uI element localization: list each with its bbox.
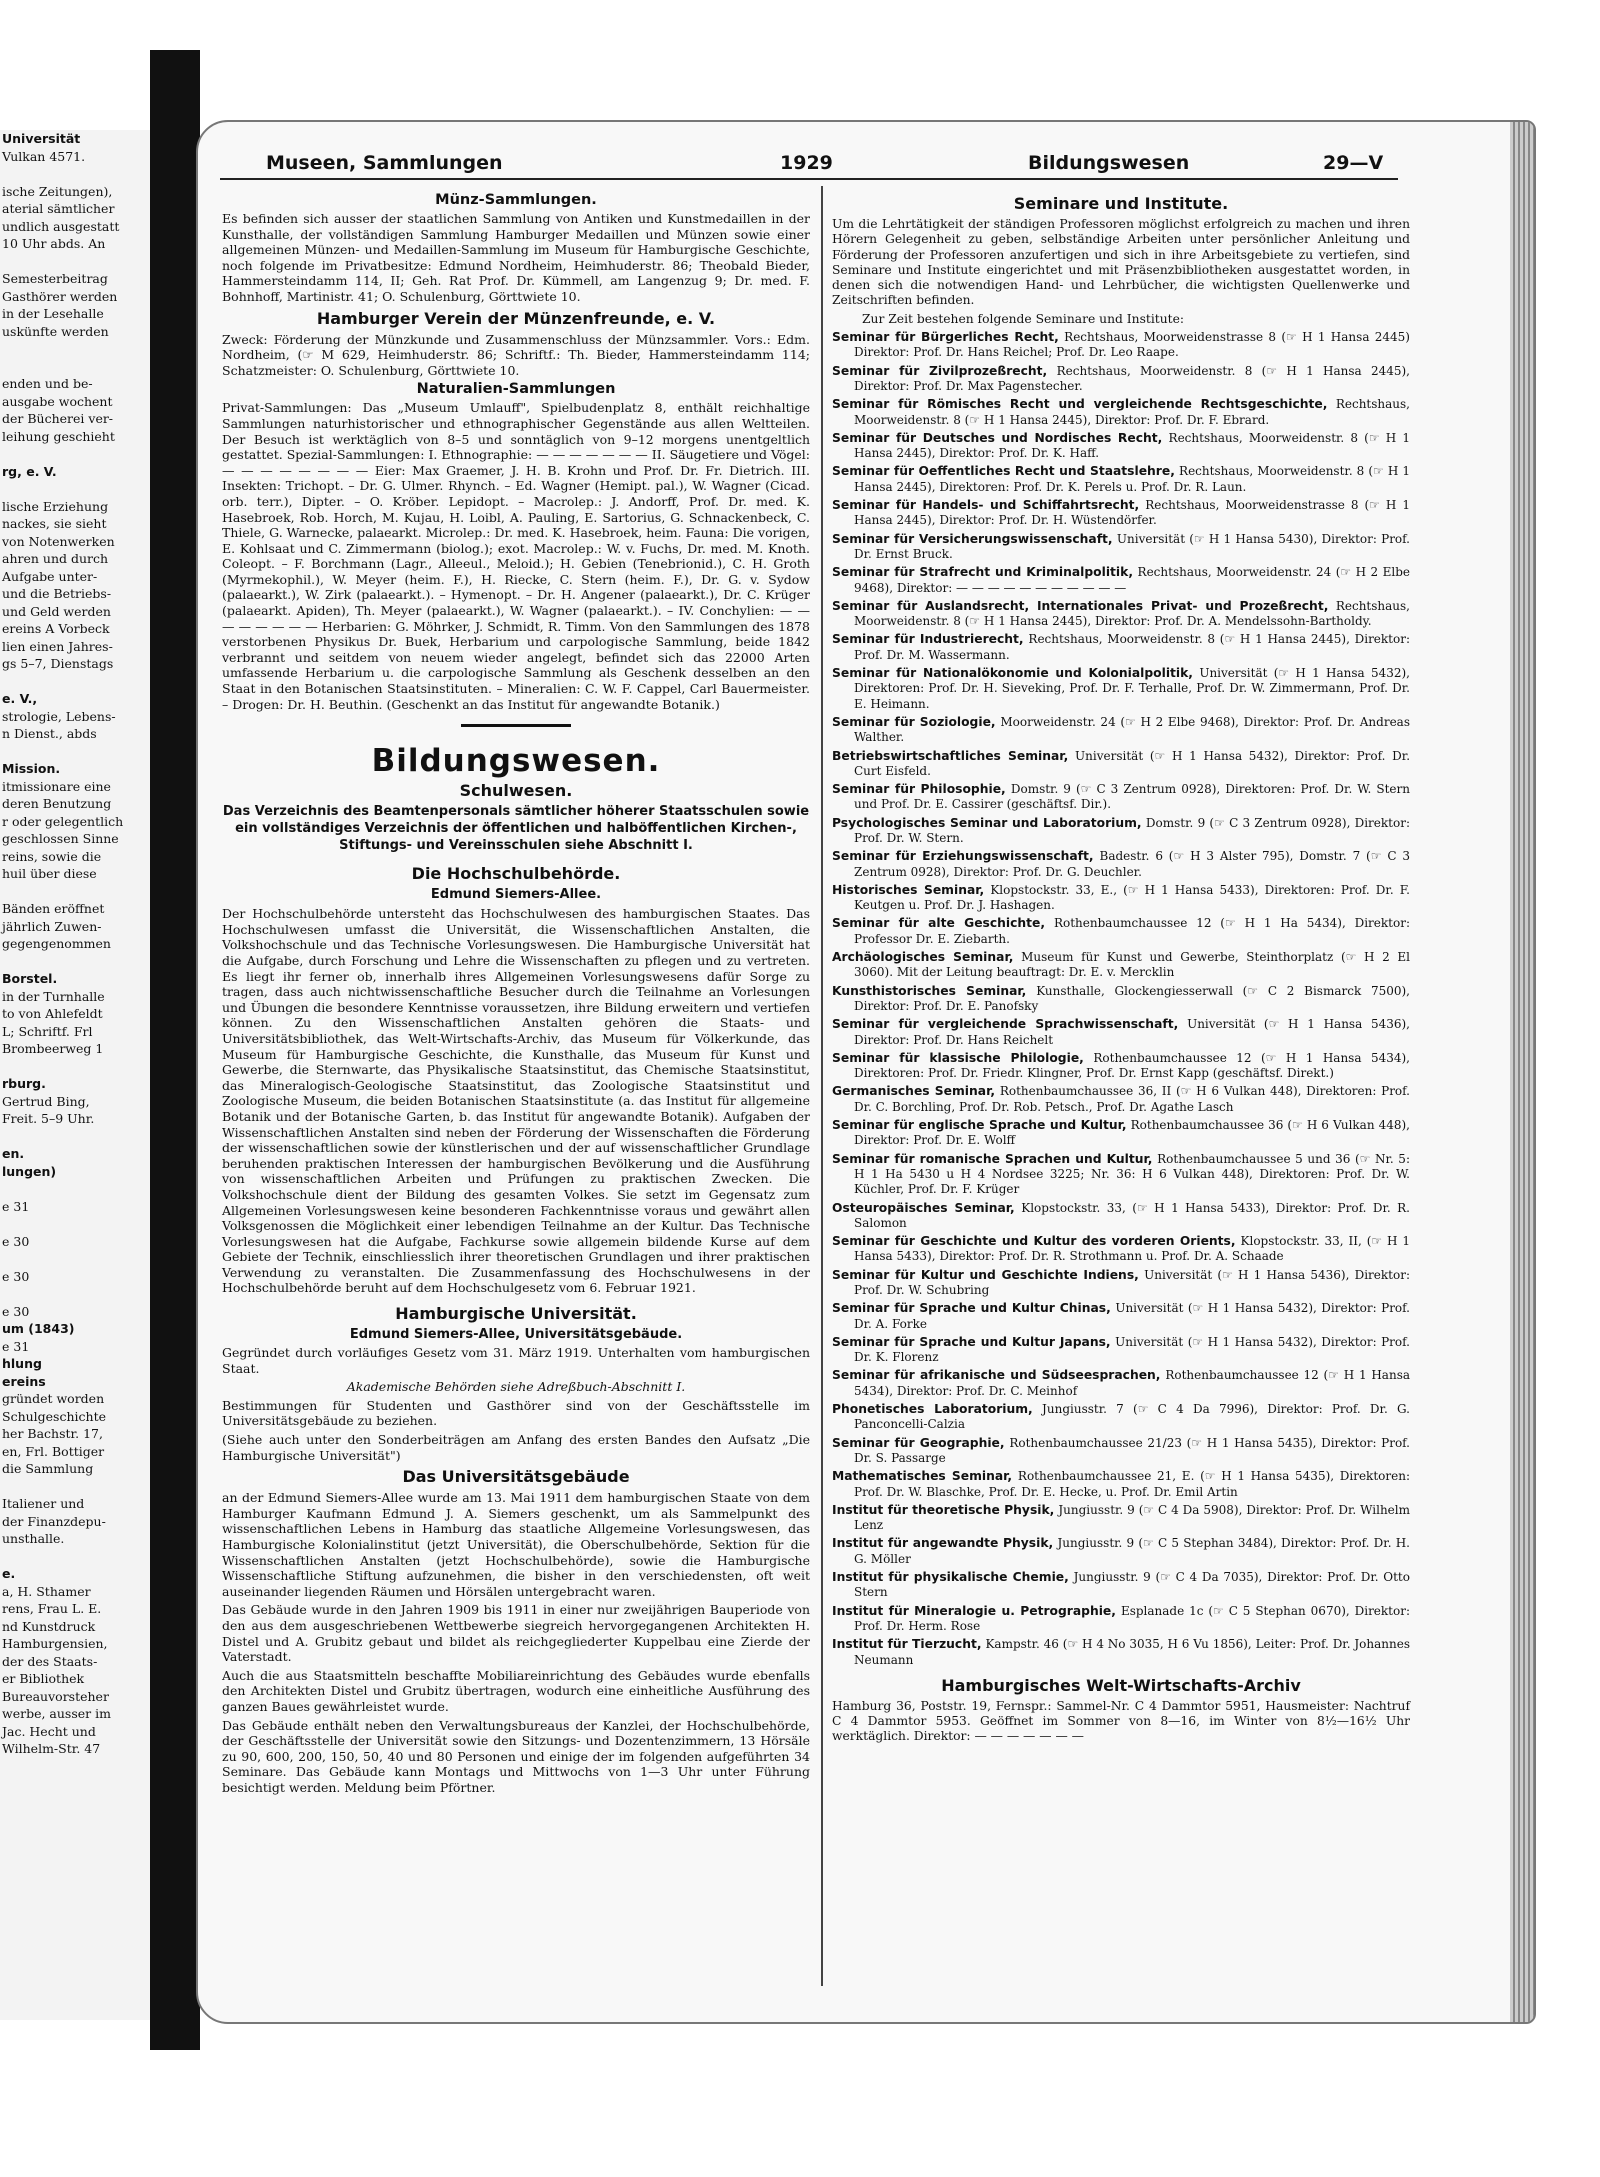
prev-page-line: lungen) [2, 1163, 57, 1179]
seminar-name: Seminar für Geschichte und Kultur des vorderen Orients, [832, 1234, 1236, 1249]
seminar-entry [832, 464, 1410, 495]
seminar-details: Universität (☞ H 1 Hansa 5432), Direktor: Prof. Dr. A. Forke [854, 1301, 1410, 1331]
seminar-details: Rothenbaumchaussee 21, E. (☞ H 1 Hansa 5435), Direktoren: Prof. Dr. W. Blaschke, Prof. Dr. E. Hecke, u. Prof. Dr. Emil Artin [854, 1469, 1410, 1499]
prev-page-line: hlung [2, 1356, 42, 1371]
prev-page-line: lien einen Jahres- [2, 638, 113, 654]
seminar-details: Universität (☞ H 1 Hansa 5432), Direktor: Prof. Dr. Curt Eisfeld. [854, 748, 1411, 778]
seminar-details: Rechtshaus, Moorweidenstr. 8 (☞ H 1 Hansa 2445), Direktoren: Prof. Dr. K. Perels u. Prof. Dr. R. Laun. [854, 464, 1410, 494]
prev-page-line: 10 Uhr abds. An [2, 236, 106, 251]
prev-page-line: enden und be- [2, 376, 93, 391]
seminar-name: Seminar für Geographie, [832, 1435, 1005, 1450]
seminar-entry [832, 565, 1410, 596]
seminar-name: Historisches Seminar, [832, 882, 985, 897]
prev-page-line: rens, Frau L. E. [2, 1601, 102, 1616]
seminar-entry [832, 1570, 1410, 1601]
seminar-name: Institut für Tierzucht, [832, 1637, 982, 1652]
prev-page-line: e. [2, 1566, 16, 1581]
address-hochschulbehoerde: Edmund Siemers-Allee. [430, 887, 602, 903]
prev-page-line: werbe, ausser im [2, 1706, 111, 1721]
prev-page-line: um (1843) [2, 1321, 75, 1336]
seminar-entry [832, 1201, 1410, 1232]
prev-page-line: her Bachstr. 17, [2, 1426, 103, 1441]
paragraph-seminare-intro: Um die Lehrtätigkeit der ständigen Professoren möglichst erfolgreich zu machen und ihren Hörern Gelegenheit zu geben, selbständige Arbeiten unter persönlicher Anleitung und Förderung der Professoren anzufertigen und sich in ihre Arbeitsgebiete zu vertiefen, sind Seminare und Institute eingerichtet und mit Präsenzbibliotheken ausgestattet worden, in denen sich die notwendigen Hand- und Lehrbücher, die wichtigsten Quellenwerke und Zeitschriften befinden. [832, 217, 1410, 308]
paragraph-sonderbeitraege: (Siehe auch unter den Sonderbeiträgen am Anfang des ersten Bandes den Aufsatz „Die Hamburgische Universität") [222, 1432, 810, 1463]
seminar-details: Badestr. 6 (☞ H 3 Alster 795), Domstr. 7 (☞ C 3 Zentrum 0928), Direktor: Prof. Dr. G. Deuchler. [854, 849, 1410, 879]
seminar-entry [832, 715, 1410, 746]
section-title-universitaetsgebaeude: Das Universitätsgebäude [402, 1467, 630, 1487]
seminar-entry [832, 1536, 1410, 1567]
prev-page-line: e 31 [2, 1198, 30, 1214]
prev-page-line: er Bibliothek [2, 1671, 85, 1686]
seminar-entry [832, 364, 1410, 395]
seminar-details: Rothenbaumchaussee 12 (☞ H 1 Ha 5434), Direktor: Professor Dr. E. Ziebarth. [854, 916, 1410, 946]
paragraph-seminare-list-intro: Zur Zeit bestehen folgende Seminare und Institute: [862, 311, 1184, 326]
seminar-entry [832, 849, 1410, 880]
prev-page-line: jährlich Zuwen- [2, 918, 102, 934]
seminar-details: Rothenbaumchaussee 36, II (☞ H 6 Vulkan 448), Direktoren: Prof. Dr. C. Borchling, Prof. Dr. Rob. Petsch., Prof. Dr. Agathe Lasch [854, 1084, 1410, 1114]
seminar-details: Rechtshaus, Moorweidenstr. 8 (☞ H 1 Hansa 2445), Direktor: Prof. Dr. K. Haff. [854, 430, 1410, 461]
prev-page-line: gründet worden [2, 1391, 105, 1406]
prev-page-line [0, 953, 150, 971]
section-divider [461, 724, 571, 727]
note-akademische-behoerden: Akademische Behörden siehe Adreßbuch-Abschnitt I. [346, 1379, 686, 1395]
seminar-entry [832, 498, 1410, 529]
seminar-entry [832, 1051, 1410, 1082]
prev-page-line: die Sammlung [2, 1461, 94, 1476]
prev-page-line: ische Zeitungen), [2, 183, 113, 199]
seminar-entry [832, 1118, 1410, 1149]
header-right: Bildungswesen [1028, 152, 1190, 174]
prev-page-line: Hamburgensien, [2, 1636, 108, 1651]
prev-page-line: Bänden eröffnet [2, 901, 105, 916]
seminar-name: Seminar für Kultur und Geschichte Indiens, [832, 1267, 1139, 1282]
seminar-entry [832, 1017, 1410, 1048]
prev-page-line: und die Betriebs- [2, 586, 112, 601]
prev-page-line: en, Frl. Bottiger [2, 1443, 105, 1459]
prev-page-line: rg, e. V. [2, 463, 57, 479]
seminar-name: Seminar für Zivilprozeßrecht, [832, 363, 1048, 378]
prev-page-line: Jac. Hecht und [2, 1723, 96, 1739]
prev-page-line: ereins A Vorbeck [2, 621, 110, 636]
section-title-seminare: Seminare und Institute. [1013, 194, 1229, 213]
seminar-details: Universität (☞ H 1 Hansa 5436), Direktor: Prof. Dr. W. Schubring [854, 1267, 1410, 1297]
running-header [168, 152, 1408, 178]
prev-page-line: leihung geschieht [2, 428, 115, 444]
prev-page-line: in der Turnhalle [2, 988, 105, 1004]
prev-page-line [0, 1180, 150, 1198]
prev-page-line: n Dienst., abds [2, 726, 97, 741]
prev-page-line: Bureauvorsteher [2, 1688, 109, 1704]
seminar-details: Klopstockstr. 33, II, (☞ H 1 Hansa 5433), Direktor: Prof. Dr. R. Strothmann u. Prof. Dr. A. Schaade [854, 1234, 1411, 1264]
seminar-details: Jungiusstr. 9 (☞ C 4 Da 7035), Direktor: Prof. Dr. Otto Stern [854, 1570, 1410, 1600]
book-gutter [150, 50, 200, 2050]
seminar-entry [832, 883, 1410, 914]
seminar-name: Seminar für Nationalökonomie und Kolonialpolitik, [832, 666, 1193, 681]
seminar-entry [832, 816, 1410, 847]
section-title-muenz: Münz-Sammlungen. [435, 192, 597, 208]
paragraph-gebaeude-1: an der Edmund Siemers-Allee wurde am 13. Mai 1911 dem hamburgischen Staate von dem Hamburger Kaufmann Edmund J. A. Siemers geschenkt, um als Sammelpunkt des wissenschaftlichen Lebens in Hamburg das staatliche Allgemeine Vorlesungswesen, das Hamburgische Kolonialinstitut (jetzt Universität), die Oberschulbehörde, Sektion für die Wissenschaftlichen Anstalten (jetzt Hochschulbehörde), sowie die Hamburgische Wissenschaftliche Stiftung aufzunehmen, die bisher in den verschiedensten, oft weit auseinander liegenden Räumen und Hörsälen untergebracht waren. [222, 1490, 810, 1599]
seminar-details: Rothenbaumchaussee 21/23 (☞ H 1 Hansa 5435), Direktor: Prof. Dr. S. Passarge [854, 1435, 1411, 1465]
header-page-number: 29—V [1323, 152, 1384, 174]
paragraph-universitaet-founding: Gegründet durch vorläufiges Gesetz vom 31. März 1919. Unterhalten vom hamburgischen Staat. [222, 1345, 810, 1376]
prev-page-line: e 31 [2, 1338, 30, 1354]
prev-page-line [0, 883, 150, 901]
prev-page-line: Schulgeschichte [2, 1408, 106, 1424]
seminar-details: Rothenbaumchaussee 12 (☞ H 1 Hansa 5434), Direktor: Prof. Dr. C. Meinhof [854, 1368, 1411, 1398]
prev-page-line: itmissionare eine [2, 778, 111, 794]
prev-page-line: en. [2, 1146, 25, 1161]
prev-page-line [0, 1548, 150, 1566]
prev-page-line [0, 358, 150, 376]
prev-page-line: und Geld werden [2, 603, 111, 619]
seminar-name: Seminar für Strafrecht und Kriminalpolitik, [832, 565, 1133, 580]
seminar-name: Seminar für vergleichende Sprachwissenschaft, [832, 1017, 1179, 1032]
seminar-details: Klopstockstr. 33, (☞ H 1 Hansa 5433), Direktor: Prof. Dr. R. Salomon [854, 1200, 1410, 1230]
prev-page-line [0, 1250, 150, 1268]
seminar-entry [832, 984, 1410, 1015]
seminar-details: Museum für Kunst und Gewerbe, Steinthorplatz (☞ H 2 El 3060). Mit der Leitung beauftragt: Dr. E. v. Mercklin [854, 950, 1410, 980]
seminar-name: Archäologisches Seminar, [832, 950, 1014, 965]
prev-page-line [0, 445, 150, 463]
seminar-name: Seminar für Erziehungswissenschaft, [832, 849, 1094, 864]
seminar-name: Seminar für englische Sprache und Kultur, [832, 1118, 1127, 1133]
section-title-verein: Hamburger Verein der Münzenfreunde, e. V. [316, 308, 716, 328]
seminar-entry [832, 1152, 1410, 1198]
seminar-details: Jungiusstr. 9 (☞ C 5 Stephan 3484), Direktor: Prof. Dr. H. G. Möller [854, 1536, 1410, 1566]
prev-page-line [0, 673, 150, 691]
prev-page-line: Gertrud Bing, [2, 1093, 90, 1109]
seminar-name: Germanisches Seminar, [832, 1084, 995, 1099]
seminar-name: Seminar für Versicherungswissenschaft, [832, 531, 1113, 546]
left-column [222, 190, 810, 1799]
prev-page-line: Borstel. [2, 971, 58, 986]
seminar-details: Jungiusstr. 7 (☞ C 4 Da 7996), Direktor: Prof. Dr. G. Panconcelli-Calzia [854, 1402, 1410, 1432]
seminar-name: Seminar für Römisches Recht und vergleichende Rechtsgeschichte, [832, 397, 1328, 412]
prev-page-line: gs 5–7, Dienstags [2, 656, 114, 671]
seminar-name: Seminar für Oeffentliches Recht und Staatslehre, [832, 464, 1175, 479]
seminar-name: Seminar für alte Geschichte, [832, 916, 1046, 931]
seminar-entry [832, 1301, 1410, 1332]
seminar-details: Rechtshaus, Moorweidenstr. 8 (☞ H 1 Hansa 2445), Direktor: Prof. Dr. M. Wassermann. [854, 632, 1410, 662]
seminar-details: Kunsthalle, Glockengiesserwall (☞ C 2 Bismarck 7500), Direktor: Prof. Dr. E. Panofsky [854, 983, 1410, 1013]
prev-page-line: unsthalle. [2, 1531, 65, 1546]
seminar-entry [832, 599, 1410, 630]
prev-page-line [0, 480, 150, 498]
seminar-entry [832, 1503, 1410, 1534]
section-title-hwwa: Hamburgisches Welt-Wirtschafts-Archiv [941, 1675, 1301, 1695]
prev-page-line [0, 1058, 150, 1076]
section-title-naturalien: Naturalien-Sammlungen [416, 381, 616, 398]
prev-page-line: lische Erziehung [2, 498, 109, 514]
seminar-entry [832, 431, 1410, 462]
prev-page-line [0, 165, 150, 183]
section-title-hochschulbehoerde: Die Hochschulbehörde. [411, 864, 621, 884]
seminar-entry [832, 532, 1410, 563]
seminar-name: Kunsthistorisches Seminar, [832, 983, 1027, 998]
prev-page-line: ausgabe wochent [2, 393, 113, 409]
seminar-name: Seminar für Auslandsrecht, Internationales Privat- und Prozeßrecht, [832, 598, 1329, 613]
prev-page-line: Mission. [2, 761, 61, 776]
seminar-details: Universität (☞ H 1 Hansa 5436), Direktor: Prof. Dr. Hans Reichelt [854, 1017, 1410, 1047]
prev-page-line: uskünfte werden [2, 323, 109, 339]
paragraph-naturalien: Privat-Sammlungen: Das „Museum Umlauff", Spielbudenplatz 8, enthält reichhaltige Sammlungen naturhistorischer und ethnographischer Gegenstände aus allen Weltteilen. Der Besuch ist werktäglich von 8–5 und sonntäglich von 9–12 morgens unentgeltlich gestattet. Spezial-Sammlungen: I. Ethnographie: — — — — — — — II. Säugetiere und Vögel: — — — — — — — — Eier: Max Graemer, J. H. B. Krohn und Prof. Dr. Fr. Dietrich. III. Insekten: Trichopt. – Dr. G. Ulmer. Rhynch. – Ed. Wagner (Hemipt. pal.), W. Wagner (Cicad. orb. terr.), Dipter. – O. Kröber. Lepidopt. – Macrolep.: J. Andorff, Prof. Dr. med. K. Hasebroek, Rob. Horch, M. Kujau, H. Loibl, A. Pauling, E. Sartorius, G. Schnackenbeck, C. Thiele, G. Warnecke, palaearkt. Microlep.: Dr. med. K. Hasebroek, heim. Fauna: Die vorigen, E. Kohlsaat und C. Zimmermann (biolog.); exot. Macrolep.: W. v. Fuchs, Dr. med. M. Knoth. Coleopt. – F. Borchmann (Lagr., Alleeul., Meloid.); H. Gebien (Tenebrionid.), C. H. Groth (Myrmekophil.), W. Meyer (heim. F.), H. Riecke, C. Stern (heim. F.), Dr. G. v. Sydow (palaearkt.), W. Zirk (palaearkt.). – Hymenopt. – Dr. H. Angener (palaearkt.), Dr. C. Krüger (palaearkt. Apiden), Th. Meyer (palaearkt.), W. Wagner (palaearkt.). – IV. Conchylien: — — — — — — — — Herbarien: G. Möhrker, J. Schmidt, R. Timm. Von den Sammlungen des 1878 verstorbenen Physikus Dr. Buek, Herbarium und carpologische Sammlung, beide 1842 verbrannt und seitdem von neuem wieder angelegt, befindet sich das 22000 Arten umfassende Herbarium u. die carpologische Sammlung als Geschenk desselben an den Staat in den Botanischen Staatsinstituten. – Mineralien: C. W. F. Cappel, Carl Bauermeister. – Drogen: Dr. H. Beuthin. (Geschenkt an das Institut für angewandte Botanik.) [222, 400, 810, 712]
paragraph-hwwa: Hamburg 36, Poststr. 19, Fernspr.: Sammel-Nr. C 4 Dammtor 5951, Hausmeister: Nachtruf C 4 Dammtor 5953. Geöffnet im Sommer von 8—16, im Winter von 8½—16½ Uhr werktäglich. Direktor: — — — — — — — [832, 1698, 1410, 1744]
seminar-name: Seminar für afrikanische und Südseesprachen, [832, 1368, 1161, 1383]
seminar-name: Institut für physikalische Chemie, [832, 1570, 1069, 1585]
prev-page-line: Italiener und [2, 1496, 85, 1511]
seminar-name: Seminar für Industrierecht, [832, 632, 1024, 647]
paragraph-gebaeude-2: Das Gebäude wurde in den Jahren 1909 bis 1911 in einer nur zweijährigen Bauperiode von den aus dem ausgeschriebenen Wettbewerbe siegreich hervorgegangenen Architekten H. Distel und A. Grubitz gebaut und bildet als reichgegliederter Kuppelbau eine Zierde der Vaterstadt. [222, 1602, 810, 1665]
paragraph-schulwesen: Das Verzeichnis des Beamtenpersonals sämtlicher höherer Staatsschulen sowie ein vollständiges Verzeichnis der öffentlichen und halböffentlichen Kirchen-, Stiftungs- und Vereinsschulen siehe Abschnitt I. [222, 804, 810, 854]
seminar-details: Rothenbaumchaussee 5 und 36 (☞ Nr. 5: H 1 Ha 5430 u H 4 Nordsee 3225; Nr. 36: H 6 Vulkan 448), Direktoren: Prof. Dr. W. Küchler, Prof. Dr. F. Krüger [854, 1151, 1410, 1197]
seminar-name: Osteuropäisches Seminar, [832, 1200, 1015, 1215]
column-rule [821, 186, 823, 1986]
seminar-entry [832, 397, 1410, 428]
prev-page-line: reins, sowie die [2, 848, 102, 864]
seminar-details: Rechtshaus, Moorweidenstrasse 8 (☞ H 1 Hansa 2445), Direktor: Prof. Dr. H. Wüstendörfer. [854, 498, 1410, 528]
prev-page-line: Vulkan 4571. [2, 148, 86, 164]
seminar-entry [832, 1268, 1410, 1299]
prev-page-line: Freit. 5–9 Uhr. [2, 1111, 95, 1126]
seminar-name: Seminar für Soziologie, [832, 714, 996, 729]
prev-page-line: in der Lesehalle [2, 306, 104, 321]
seminar-entry [832, 1469, 1410, 1500]
seminar-details: Rechtshaus, Moorweidenstr. 8 (☞ H 1 Hansa 2445), Direktor: Prof. Dr. Max Pagenstecher. [854, 363, 1410, 393]
prev-page-line: r oder gelegentlich [2, 813, 124, 829]
paragraph-verein: Zweck: Förderung der Münzkunde und Zusammenschluss der Münzsammler. Vors.: Edm. Nordheim, (☞ M 629, Heimhuderstr. 86; Schriftf.: Th. Bieder, Hammersteindamm 114; Schatzmeister: O. Schulenburg, Görttwiete 10. [222, 331, 810, 378]
seminar-details: Kampstr. 46 (☞ H 4 No 3035, H 6 Vu 1856), Leiter: Prof. Dr. Johannes Neumann [854, 1637, 1411, 1667]
prev-page-line: der des Staats- [2, 1653, 98, 1669]
seminar-details: Domstr. 9 (☞ C 3 Zentrum 0928), Direktoren: Prof. Dr. W. Stern und Prof. Dr. E. Cassirer (geschäftsf. Dir.). [854, 782, 1410, 812]
page-stack-edge [1510, 122, 1534, 2022]
right-column [832, 190, 1410, 1748]
prev-page-line: L; Schriftf. Frl [2, 1023, 93, 1039]
seminar-entry [832, 1084, 1410, 1115]
seminar-entry [832, 1637, 1410, 1668]
seminar-entry [832, 1368, 1410, 1399]
header-rule [220, 178, 1398, 180]
prev-page-line: ereins [2, 1373, 46, 1389]
prev-page-line: der Bücherei ver- [2, 411, 114, 426]
prev-page-line: nackes, sie sieht [2, 516, 107, 531]
seminar-name: Psychologisches Seminar und Laboratorium, [832, 815, 1142, 830]
seminar-name: Seminar für Philosophie, [832, 782, 1006, 797]
seminar-details: Klopstockstr. 33, E., (☞ H 1 Hansa 5433), Direktoren: Prof. Dr. F. Keutgen u. Prof. Dr. J. Hashagen. [854, 882, 1410, 913]
prev-page-line: Wilhelm-Str. 47 [2, 1741, 101, 1756]
paragraph-gebaeude-4: Das Gebäude enthält neben den Verwaltungsbureaus der Kanzlei, der Hochschulbehörde, der Geschäftsstelle der Universität sowie den Sitzungs- und Dozentenzimmern, 13 Hörsäle zu 90, 600, 200, 150, 50, 40 und 80 Personen und einige der im folgenden aufgeführten 34 Seminare. Das Gebäude kann Montags und Mittwochs von 1—3 Uhr unter Führung besichtigt werden. Meldung beim Pförtner. [222, 1717, 810, 1795]
paragraph-gebaeude-3: Auch die aus Staatsmitteln beschaffte Mobiliareinrichtung des Gebäudes wurde ebenfalls den Architekten Distel und Grubitz übertragen, wodurch eine einheitliche Ausführung des ganzen Baues gewährleistet wurde. [222, 1667, 810, 1714]
paragraph-muenz: Es befinden sich ausser der staatlichen Sammlung von Antiken und Kunstmedaillen in der Kunsthalle, der vollständigen Sammlung Hamburger Medaillen und Münzen sowie einer allgemeinen Münzen- und Medaillen-Sammlung im Museum für Hamburgische Geschichte, noch folgende im Privatbesitze: Edmund Nordheim, Heimhuderstr. 86; Theobald Bieder, Hammersteindamm 114, II; Geh. Rat Prof. Dr. Kümmell, am Langenzug 9; Dr. med. F. Bohnhoff, Martinistr. 41; O. Schulenburg, Görttwiete 10. [222, 211, 810, 304]
prev-page-line: Aufgabe unter- [2, 568, 98, 584]
prev-page-line: aterial sämtlicher [2, 201, 115, 216]
seminar-name: Institut für angewandte Physik, [832, 1536, 1054, 1551]
prev-page-line: a, H. Sthamer [2, 1583, 91, 1599]
seminar-name: Seminar für Bürgerliches Recht, [832, 330, 1059, 345]
prev-page-line: nd Kunstdruck [2, 1618, 96, 1634]
seminar-details: Rechtshaus, Moorweidenstr. 24 (☞ H 2 Elbe 9468), Direktor: — — — — — — — — — — — [854, 565, 1410, 595]
seminar-name: Mathematisches Seminar, [832, 1469, 1013, 1484]
seminar-name: Seminar für Sprache und Kultur Japans, [832, 1334, 1111, 1349]
section-title-schulwesen: Schulwesen. [459, 781, 573, 801]
seminar-name: Seminar für Handels- und Schiffahrtsrecht, [832, 498, 1140, 513]
prev-page-line: e 30 [2, 1303, 30, 1319]
prev-page-line: ahren und durch [2, 551, 109, 566]
seminar-name: Seminar für Sprache und Kultur Chinas, [832, 1301, 1111, 1316]
prev-page-line: gegengenommen [2, 936, 111, 951]
paragraph-bestimmungen: Bestimmungen für Studenten und Gasthörer sind von der Geschäftsstelle im Universitätsgebäude zu beziehen. [222, 1397, 810, 1429]
seminar-details: Universität (☞ H 1 Hansa 5430), Direktor: Prof. Dr. Ernst Bruck. [854, 531, 1410, 561]
prev-page-line: e. V., [2, 691, 38, 706]
seminar-name: Seminar für romanische Sprachen und Kultur, [832, 1151, 1153, 1166]
seminar-details: Moorweidenstr. 24 (☞ H 2 Elbe 9468), Direktor: Prof. Dr. Andreas Walther. [854, 714, 1410, 745]
seminar-entry [832, 1436, 1410, 1467]
prev-page-line [0, 253, 150, 271]
header-left: Museen, Sammlungen [266, 152, 503, 174]
header-year: 1929 [780, 152, 833, 174]
prev-page-line: to von Ahlefeldt [2, 1006, 103, 1021]
seminar-details: Rothenbaumchaussee 36 (☞ H 6 Vulkan 448), Direktor: Prof. Dr. E. Wolff [854, 1118, 1410, 1148]
seminar-entry [832, 782, 1410, 813]
prev-page-line: huil über diese [2, 866, 97, 881]
seminar-details: Rechtshaus, Moorweidenstrasse 8 (☞ H 1 Hansa 2445) Direktor: Prof. Dr. Hans Reichel; Prof. Dr. Leo Raape. [854, 330, 1410, 360]
seminar-entry [832, 950, 1410, 981]
seminar-entry [832, 1604, 1410, 1635]
prev-page-line: geschlossen Sinne [2, 831, 119, 846]
seminar-details: Jungiusstr. 9 (☞ C 4 Da 5908), Direktor: Prof. Dr. Wilhelm Lenz [854, 1502, 1410, 1533]
seminar-details: Universität (☞ H 1 Hansa 5432), Direktoren: Prof. Dr. H. Sieveking, Prof. Dr. F. Terhalle, Prof. Dr. W. Zimmermann, Prof. Dr. E. Heimann. [854, 666, 1410, 711]
seminar-entry [832, 1234, 1410, 1265]
seminar-details: Rechtshaus, Moorweidenstr. 8 (☞ H 1 Hansa 2445), Direktor: Prof. Dr. F. Ebrard. [854, 397, 1410, 427]
prev-page-line: rburg. [2, 1076, 46, 1091]
prev-page-line: von Notenwerken [2, 533, 115, 549]
chapter-title-bildungswesen: Bildungswesen. [371, 743, 661, 780]
prev-page-line [0, 340, 150, 358]
seminar-name: Institut für theoretische Physik, [832, 1502, 1055, 1517]
seminar-name: Seminar für klassische Philologie, [832, 1050, 1084, 1065]
prev-page-line: Universität [2, 131, 81, 146]
seminar-entry [832, 749, 1410, 780]
address-universitaet: Edmund Siemers-Allee, Universitätsgebäude. [349, 1327, 683, 1343]
prev-page-line: strologie, Lebens- [2, 708, 116, 724]
seminar-details: Esplanade 1c (☞ C 5 Stephan 0670), Direktor: Prof. Dr. Herm. Rose [854, 1603, 1411, 1633]
seminar-name: Seminar für Deutsches und Nordisches Recht, [832, 430, 1163, 445]
prev-page-line: der Finanzdepu- [2, 1513, 106, 1529]
seminar-entry [832, 916, 1410, 947]
prev-page-line [0, 1285, 150, 1303]
section-title-universitaet: Hamburgische Universität. [395, 1304, 637, 1324]
seminar-name: Betriebswirtschaftliches Seminar, [832, 748, 1069, 763]
prev-page-line: Gasthörer werden [2, 288, 118, 304]
prev-page-line: Brombeerweg 1 [2, 1041, 104, 1056]
prev-page-line [0, 743, 150, 761]
seminar-details: Rothenbaumchaussee 12 (☞ H 1 Hansa 5434), Direktoren: Prof. Dr. Friedr. Klingner, Prof. Dr. Ernst Kapp (geschäftsf. Direkt.) [854, 1050, 1410, 1081]
prev-page-line: undlich ausgestatt [2, 218, 120, 234]
prev-page-line: deren Benutzung [2, 796, 112, 811]
seminar-entry [832, 330, 1410, 361]
seminar-details: Rechtshaus, Moorweidenstr. 8 (☞ H 1 Hansa 2445), Direktor: Prof. Dr. A. Mendelssohn-Bartholdy. [854, 598, 1410, 629]
seminar-list [832, 330, 1410, 1668]
seminar-name: Institut für Mineralogie u. Petrographie, [832, 1603, 1116, 1618]
seminar-name: Phonetisches Laboratorium, [832, 1402, 1033, 1417]
seminar-details: Universität (☞ H 1 Hansa 5432), Direktor: Prof. Dr. K. Florenz [854, 1334, 1410, 1365]
paragraph-hochschulbehoerde: Der Hochschulbehörde untersteht das Hochschulwesen des hamburgischen Staates. Das Hochschulwesen umfasst die Universität, die Wissenschaftlichen Anstalten, die Volkshochschule und das Technische Vorlesungswesen. Die Hamburgische Universität hat die Aufgabe, durch Forschung und Lehre die Wissenschaften zu pflegen und zu vertreten. Es liegt ihr ferner ob, innerhalb ihres Allgemeinen Vorlesungswesens dafür Sorge zu tragen, dass auch nichtwissenschaftliche Besucher durch die Teilnahme an Vorlesungen und Übungen die besondere Kenntnisse voraussetzen, ihre Bildung erweitern und vertiefen können. Zu den Wissenschaftlichen Anstalten gehören die Staats- und Universitätsbibliothek, das Welt-Wirtschafts-Archiv, das Museum für Völkerkunde, das Museum für Hamburgische Geschichte, die Kunsthalle, das Museum für Kunst und Gewerbe, die Sternwarte, das Physikalische Staatsinstitut, das Chemische Staatsinstitut, das Mineralogisch-Geologische Staatsinstitut, das Zoologische Staatsinstitut und Zoologische Museum, die beiden Botanischen Staatsinstitute (a. das Institut für allgemeine Botanik und der Botanische Garten, b. das Institut für angewandte Botanik). Aufgaben der Wissenschaftlichen Anstalten sind neben der Förderung der Wissenschaften die Förderung der wissenschaftlichen sowie der künstlerischen und der auf wissenschaftlicher Grundlage beruhenden praktischen Interessen der hamburgischen Bevölkerung und die Ausführung von wissenschaftlichen Arbeiten und Prüfungen zu praktischen Zwecken. Die Volkshochschule dient der Bildung des gesamten Volkes. Sie setzt im Gegensatz zum Allgemeinen Vorlesungswesen keine besonderen Fachkenntnisse voraus und gewährt allen Volksgenossen die Möglichkeit einer lebendigen Teilnahme an der Kultur. Das Technische Vorlesungswesen hat die Aufgabe, Fachkurse sowie allgemein bildende Kurse auf dem Gebiete der Technik, einschliesslich ihrer theoretischen Grundlagen und ihrer praktischen Verwendung zu veranstalten. Die Zusammenfassung des Hochschulwesens in der Hochschulbehörde beruht auf dem Hochschulgesetz vom 6. Februar 1921. [222, 906, 810, 1296]
seminar-details: Domstr. 9 (☞ C 3 Zentrum 0928), Direktor: Prof. Dr. W. Stern. [854, 815, 1410, 845]
prev-page-line [0, 1478, 150, 1496]
prev-page-line: e 30 [2, 1268, 30, 1284]
prev-page-line: Semesterbeitrag [2, 271, 108, 286]
prev-page-line: e 30 [2, 1233, 30, 1249]
seminar-entry [832, 1402, 1410, 1433]
seminar-entry [832, 1335, 1410, 1366]
prev-page-line [0, 1215, 150, 1233]
seminar-entry [832, 666, 1410, 712]
previous-page-fragment [0, 130, 153, 2020]
seminar-entry [832, 632, 1410, 663]
prev-page-line [0, 1128, 150, 1146]
